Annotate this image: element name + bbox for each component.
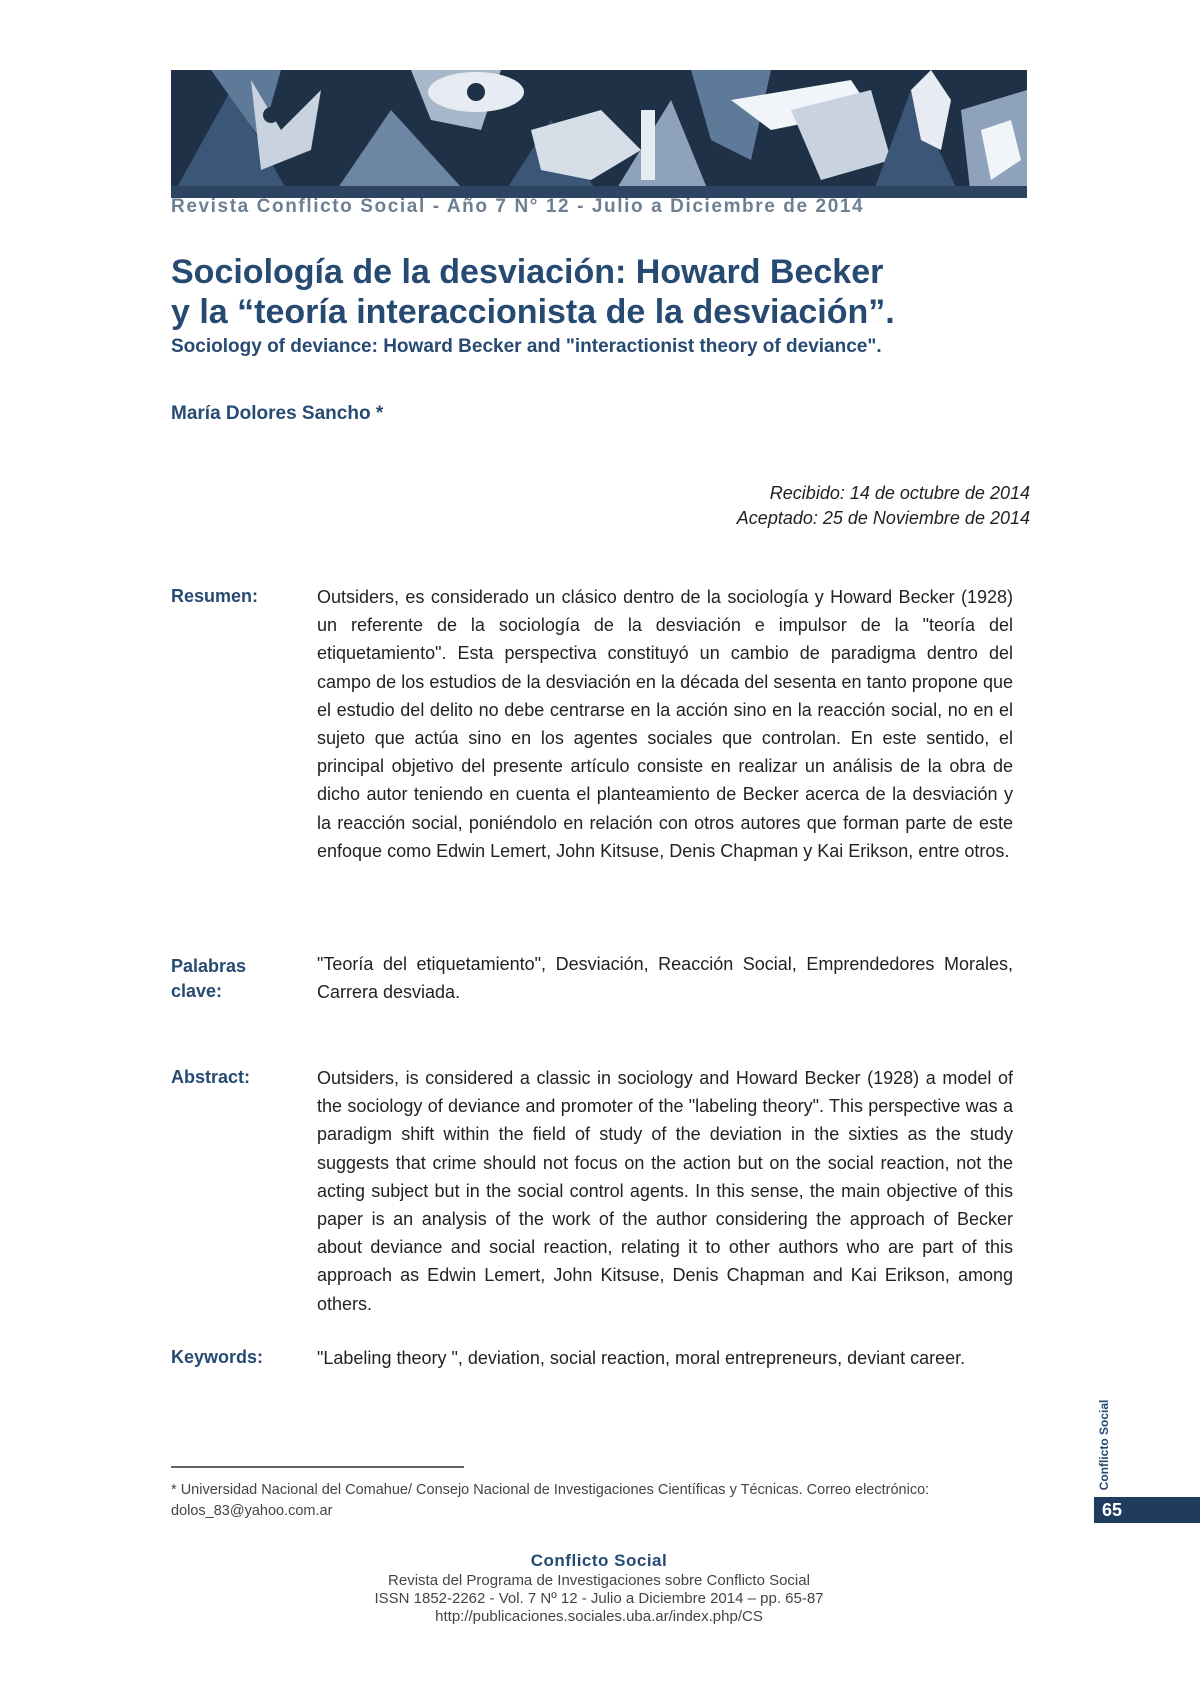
footnote-marker: *	[171, 1482, 177, 1498]
footnote-email-link[interactable]: dolos_83@yahoo.com.ar	[171, 1503, 333, 1519]
page-number: 65	[1094, 1497, 1200, 1523]
footer-url-link[interactable]: http://publicaciones.sociales.uba.ar/index.php/CS	[435, 1608, 763, 1625]
footer-program-line: Revista del Programa de Investigaciones sobre Conflicto Social	[388, 1572, 810, 1589]
header-banner-image	[171, 70, 1027, 198]
palabras-clave-label-line-1: Palabras	[171, 956, 247, 976]
side-journal-label-text: Conflicto Social	[1097, 1399, 1111, 1491]
footnote	[171, 1480, 1031, 1522]
article-title-line-2: y la “teoría interaccionista de la desviación”.	[171, 293, 895, 331]
accepted-date: Aceptado: 25 de Noviembre de 2014	[736, 508, 1030, 528]
footnote-divider	[171, 1466, 464, 1468]
abstract-text: Outsiders, is considered a classic in sociology and Howard Becker (1928) a model of the sociology of deviance and promoter of the "labeling theory". This perspective was a paradigm shift within the field of study of the deviation in the sixties as the study suggests that crime should not focus on the action but on the social reaction, not the acting subject but in the social control agents. In this sense, the main objective of this paper is an analysis of the work of the author considering the approach of Becker about deviance and social reaction, relating it to other authors who are part of this approach as Edwin Lemert, John Kitsuse, Denis Chapman and Kai Erikson, among others.	[317, 1068, 1013, 1314]
side-journal-label	[1092, 1395, 1116, 1495]
article-subtitle: Sociology of deviance: Howard Becker and "interactionist theory of deviance".	[171, 336, 882, 357]
journal-footer	[171, 1550, 1027, 1626]
received-date: Recibido: 14 de octubre de 2014	[769, 483, 1030, 503]
footnote-text: Universidad Nacional del Comahue/ Consejo Nacional de Investigaciones Científicas y Técnicas. Correo electrónico:	[180, 1482, 930, 1498]
article-title	[171, 252, 1071, 332]
journal-issue-line: Revista Conflicto Social - Año 7 N° 12 - Julio a Diciembre de 2014	[171, 196, 865, 217]
footer-issn-line: ISSN 1852-2262 - Vol. 7 Nº 12 - Julio a Diciembre 2014 – pp. 65-87	[374, 1590, 824, 1607]
palabras-clave-text: "Teoría del etiquetamiento", Desviación, Reacción Social, Emprendedores Morales, Carrera desviada.	[317, 954, 1013, 1003]
keywords-label: Keywords:	[171, 1347, 264, 1367]
resumen-text: Outsiders, es considerado un clásico dentro de la sociología y Howard Becker (1928) un referente de la sociología de la desviación e impulsor de la "teoría del etiquetamiento". Esta perspectiva constituyó un cambio de paradigma dentro del campo de los estudios de la desviación en la década del sesenta en tanto propone que el estudio del delito no debe centrarse en la acción sino en la reacción social, no en el sujeto que actúa sino en los agentes sociales que controlan. En este sentido, el principal objetivo del presente artículo consiste en realizar un análisis de la obra de dicho autor teniendo en cuenta el planteamiento de Becker acerca de la desviación y la reacción social, poniéndolo en relación con otros autores que forman parte de este enfoque como Edwin Lemert, John Kitsuse, Denis Chapman y Kai Erikson, entre otros.	[317, 587, 1013, 861]
submission-dates	[737, 481, 1030, 531]
palabras-clave-label-line-2: clave:	[171, 981, 223, 1001]
footer-journal-name: Conflicto Social	[530, 1551, 668, 1570]
article-title-line-1: Sociología de la desviación: Howard Becker	[171, 253, 884, 291]
abstract-label: Abstract:	[171, 1067, 251, 1087]
author-name: María Dolores Sancho *	[171, 403, 384, 424]
resumen-label: Resumen:	[171, 586, 259, 606]
palabras-clave-label	[171, 954, 301, 1004]
keywords-text: "Labeling theory ", deviation, social reaction, moral entrepreneurs, deviant career.	[317, 1348, 966, 1368]
